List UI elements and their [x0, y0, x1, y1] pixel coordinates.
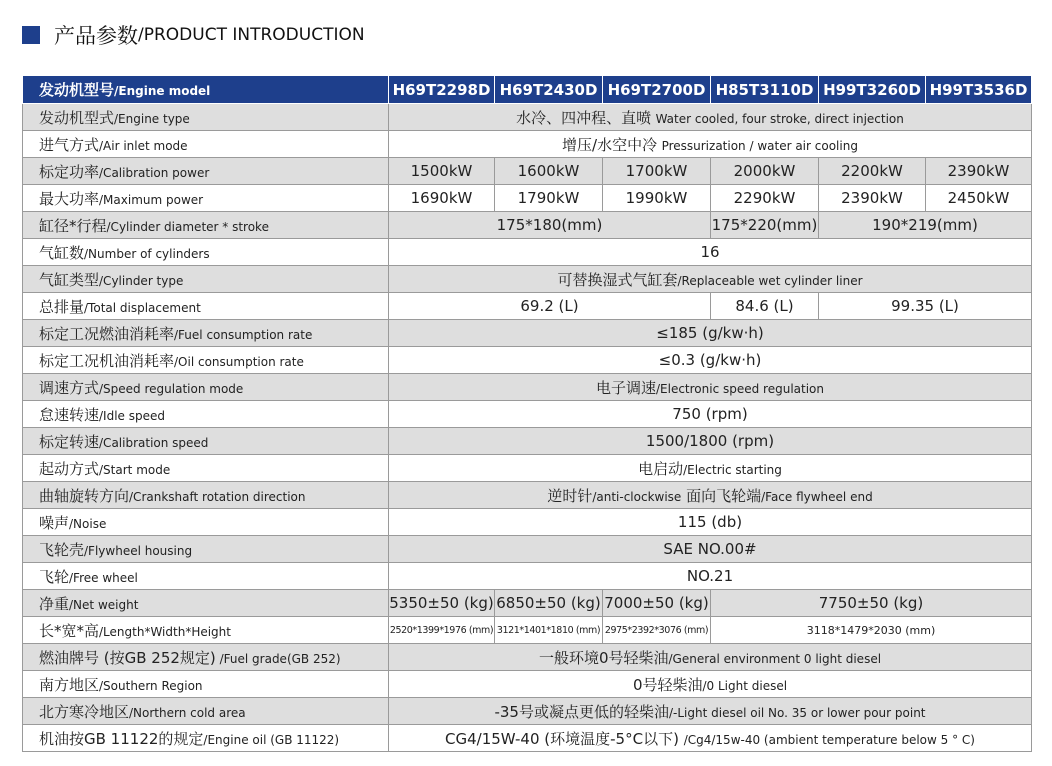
header-title-cn: 产品参数	[54, 24, 138, 48]
value-cn: 0号轻柴油	[632, 675, 703, 694]
table-cell: 16	[389, 239, 1032, 266]
row-label-start-mode	[23, 455, 389, 482]
value-southern	[389, 671, 1032, 698]
value-en: /-Light diesel oil No. 35 or lower pour point	[668, 705, 926, 720]
row-label-idle-speed	[23, 401, 389, 428]
table-cell: 1500/1800 (rpm)	[389, 428, 1032, 455]
label-cn: 调速方式	[39, 378, 100, 397]
label-en: /Net weight	[69, 597, 139, 612]
model-3: H69T2700D	[603, 76, 711, 104]
table-cell: 190*219(mm)	[819, 212, 1032, 239]
table-row	[23, 374, 1032, 401]
value-cn: -35号或凝点更低的轻柴油	[494, 702, 669, 721]
label-cn: 怠速转速	[39, 405, 100, 424]
table-row	[23, 266, 1032, 293]
value-en: /0 Light diesel	[702, 678, 788, 693]
row-label-fuel-rate	[23, 320, 389, 347]
table-cell: 2450kW	[926, 185, 1032, 212]
value-cn: 面向飞轮端	[681, 486, 762, 505]
label-en: /Start mode	[99, 462, 171, 477]
value-cn: 可替换湿式气缸套	[557, 270, 678, 289]
label-cn: 燃油牌号 (按GB 252规定)	[39, 648, 216, 667]
table-row	[23, 401, 1032, 428]
row-label-calibration-power	[23, 158, 389, 185]
header-label-en: /Engine model	[114, 84, 211, 98]
label-en: /Calibration speed	[99, 435, 209, 450]
value-fuel-grade	[389, 644, 1032, 671]
table-row	[23, 104, 1032, 131]
table-cell: 3118*1479*2030 (mm)	[711, 617, 1032, 644]
table-cell: SAE NO.00#	[389, 536, 1032, 563]
value-speed-regulation	[389, 374, 1032, 401]
row-label-net-weight	[23, 590, 389, 617]
value-air-inlet	[389, 131, 1032, 158]
row-label-northern	[23, 698, 389, 725]
row-label-speed-regulation	[23, 374, 389, 401]
value-cn: 电启动	[638, 459, 684, 478]
table-row	[23, 644, 1032, 671]
table-cell: 115 (db)	[389, 509, 1032, 536]
label-en: /Southern Region	[99, 678, 203, 693]
header-square-icon	[22, 26, 40, 44]
header-label	[23, 76, 389, 104]
row-label-rotation	[23, 482, 389, 509]
label-cn: 长*宽*高	[39, 621, 100, 640]
row-label-calibration-speed	[23, 428, 389, 455]
model-4: H85T3110D	[711, 76, 819, 104]
table-cell: 2200kW	[819, 158, 926, 185]
label-en: /Maximum power	[99, 192, 204, 207]
label-en: /Crankshaft rotation direction	[129, 489, 306, 504]
value-rotation	[389, 482, 1032, 509]
header-label-cn: 发动机型号	[39, 81, 115, 99]
table-cell: 1690kW	[389, 185, 495, 212]
label-cn: 飞轮壳	[39, 540, 85, 559]
label-cn: 发动机型式	[39, 108, 115, 127]
table-cell: 175*220(mm)	[711, 212, 819, 239]
label-en: /Idle speed	[99, 408, 165, 423]
table-cell: 69.2 (L)	[389, 293, 711, 320]
label-en: /Noise	[69, 516, 107, 531]
value-en: /Face flywheel end	[761, 489, 873, 504]
label-en: /Speed regulation mode	[99, 381, 244, 396]
label-en: /Northern cold area	[129, 705, 246, 720]
row-label-free-wheel	[23, 563, 389, 590]
label-cn: 起动方式	[39, 459, 100, 478]
table-row	[23, 131, 1032, 158]
table-row	[23, 563, 1032, 590]
table-row	[23, 185, 1032, 212]
value-cylinder-type	[389, 266, 1032, 293]
row-label-fuel-grade	[23, 644, 389, 671]
value-en: /Cg4/15w-40 (ambient temperature below 5 ° C)	[683, 732, 975, 747]
table-cell: 1790kW	[495, 185, 603, 212]
label-cn: 北方寒冷地区	[39, 702, 130, 721]
label-cn: 进气方式	[39, 135, 100, 154]
row-label-cylinder-type	[23, 266, 389, 293]
table-row	[23, 293, 1032, 320]
row-label-noise	[23, 509, 389, 536]
value-start-mode	[389, 455, 1032, 482]
table-cell: 3121*1401*1810 (mm)	[495, 617, 603, 644]
table-cell: 2975*2392*3076 (mm)	[603, 617, 711, 644]
table-cell: 2390kW	[926, 158, 1032, 185]
value-en: /General environment 0 light diesel	[668, 651, 882, 666]
value-cn: 水冷、四冲程、直喷	[516, 108, 652, 127]
row-label-bore-stroke	[23, 212, 389, 239]
table-row	[23, 590, 1032, 617]
table-cell: 7000±50 (kg)	[603, 590, 711, 617]
table-cell: 750 (rpm)	[389, 401, 1032, 428]
table-cell: 2000kW	[711, 158, 819, 185]
value-cn: 增压/水空中冷	[562, 135, 658, 154]
table-cell: ≤185 (g/kw·h)	[389, 320, 1032, 347]
label-en: /Flywheel housing	[84, 543, 193, 558]
label-cn: 标定工况机油消耗率	[39, 351, 175, 370]
table-cell: 1600kW	[495, 158, 603, 185]
label-en: /Free wheel	[69, 570, 138, 585]
table-cell: 5350±50 (kg)	[389, 590, 495, 617]
table-cell: 7750±50 (kg)	[711, 590, 1032, 617]
table-row	[23, 671, 1032, 698]
row-label-engine-oil	[23, 725, 389, 752]
label-cn: 标定功率	[39, 162, 100, 181]
row-label-flywheel-housing	[23, 536, 389, 563]
label-en: /Fuel consumption rate	[174, 327, 313, 342]
value-cn: 电子调速	[595, 378, 656, 397]
label-cn: 最大功率	[39, 189, 100, 208]
row-label-dimensions	[23, 617, 389, 644]
label-cn: 气缸数	[39, 243, 85, 262]
table-row	[23, 212, 1032, 239]
value-cn: CG4/15W-40 (环境温度-5°C以下)	[445, 729, 684, 748]
table-row	[23, 239, 1032, 266]
label-cn: 气缸类型	[39, 270, 100, 289]
value-en: /Electric starting	[683, 462, 782, 477]
row-label-displacement	[23, 293, 389, 320]
value-engine-oil	[389, 725, 1032, 752]
value-en: /Replaceable wet cylinder liner	[677, 273, 863, 288]
table-row	[23, 482, 1032, 509]
table-row	[23, 617, 1032, 644]
label-cn: 标定工况燃油消耗率	[39, 324, 175, 343]
table-cell: 2290kW	[711, 185, 819, 212]
value-en: /anti-clockwise	[592, 489, 682, 504]
value-en: Pressurization / water air cooling	[661, 138, 858, 153]
label-cn: 噪声	[39, 513, 70, 532]
row-label-oil-rate	[23, 347, 389, 374]
page-header	[22, 18, 365, 52]
table-cell: 99.35 (L)	[819, 293, 1032, 320]
table-row	[23, 455, 1032, 482]
label-cn: 南方地区	[39, 675, 100, 694]
table-row	[23, 509, 1032, 536]
label-en: /Engine type	[114, 111, 190, 126]
value-northern	[389, 698, 1032, 725]
table-header-row	[23, 76, 1032, 104]
label-en: /Oil consumption rate	[174, 354, 304, 369]
label-en: /Cylinder type	[99, 273, 184, 288]
value-engine-type	[389, 104, 1032, 131]
table-cell: 6850±50 (kg)	[495, 590, 603, 617]
table-row	[23, 347, 1032, 374]
table-cell: 2520*1399*1976 (mm)	[389, 617, 495, 644]
table-cell: ≤0.3 (g/kw·h)	[389, 347, 1032, 374]
value-cn: 逆时针	[547, 486, 593, 505]
table-cell: 1500kW	[389, 158, 495, 185]
table-row	[23, 698, 1032, 725]
row-label-maximum-power	[23, 185, 389, 212]
table-cell: 175*180(mm)	[389, 212, 711, 239]
table-row	[23, 536, 1032, 563]
label-en: /Number of cylinders	[84, 246, 210, 261]
table-row	[23, 725, 1032, 752]
row-label-cylinders	[23, 239, 389, 266]
table-row	[23, 158, 1032, 185]
label-en: /Air inlet mode	[99, 138, 188, 153]
table-cell: NO.21	[389, 563, 1032, 590]
table-cell: 1990kW	[603, 185, 711, 212]
label-en: /Length*Width*Height	[99, 624, 231, 639]
value-en: /Electronic speed regulation	[655, 381, 825, 396]
label-en: /Engine oil (GB 11122)	[203, 732, 340, 747]
label-en: /Fuel grade(GB 252)	[215, 651, 341, 666]
label-en: /Total displacement	[84, 300, 201, 315]
label-en: /Calibration power	[99, 165, 210, 180]
value-en: Water cooled, four stroke, direct injection	[655, 111, 904, 126]
spec-table	[22, 75, 1032, 752]
model-6: H99T3536D	[926, 76, 1032, 104]
label-cn: 总排量	[39, 297, 85, 316]
table-cell: 2390kW	[819, 185, 926, 212]
table-row	[23, 320, 1032, 347]
model-2: H69T2430D	[495, 76, 603, 104]
label-cn: 飞轮	[39, 567, 70, 586]
value-cn: 一般环境0号轻柴油	[538, 648, 669, 667]
label-en: /Cylinder diameter * stroke	[106, 219, 269, 234]
row-label-engine-type	[23, 104, 389, 131]
model-1: H69T2298D	[389, 76, 495, 104]
row-label-southern	[23, 671, 389, 698]
header-title-en: /PRODUCT INTRODUCTION	[138, 25, 365, 45]
table-row	[23, 428, 1032, 455]
label-cn: 标定转速	[39, 432, 100, 451]
table-cell: 84.6 (L)	[711, 293, 819, 320]
label-cn: 机油按GB 11122的规定	[39, 729, 204, 748]
label-cn: 曲轴旋转方向	[39, 486, 130, 505]
model-5: H99T3260D	[819, 76, 926, 104]
row-label-air-inlet	[23, 131, 389, 158]
label-cn: 缸径*行程	[39, 216, 107, 235]
label-cn: 净重	[39, 594, 70, 613]
table-cell: 1700kW	[603, 158, 711, 185]
